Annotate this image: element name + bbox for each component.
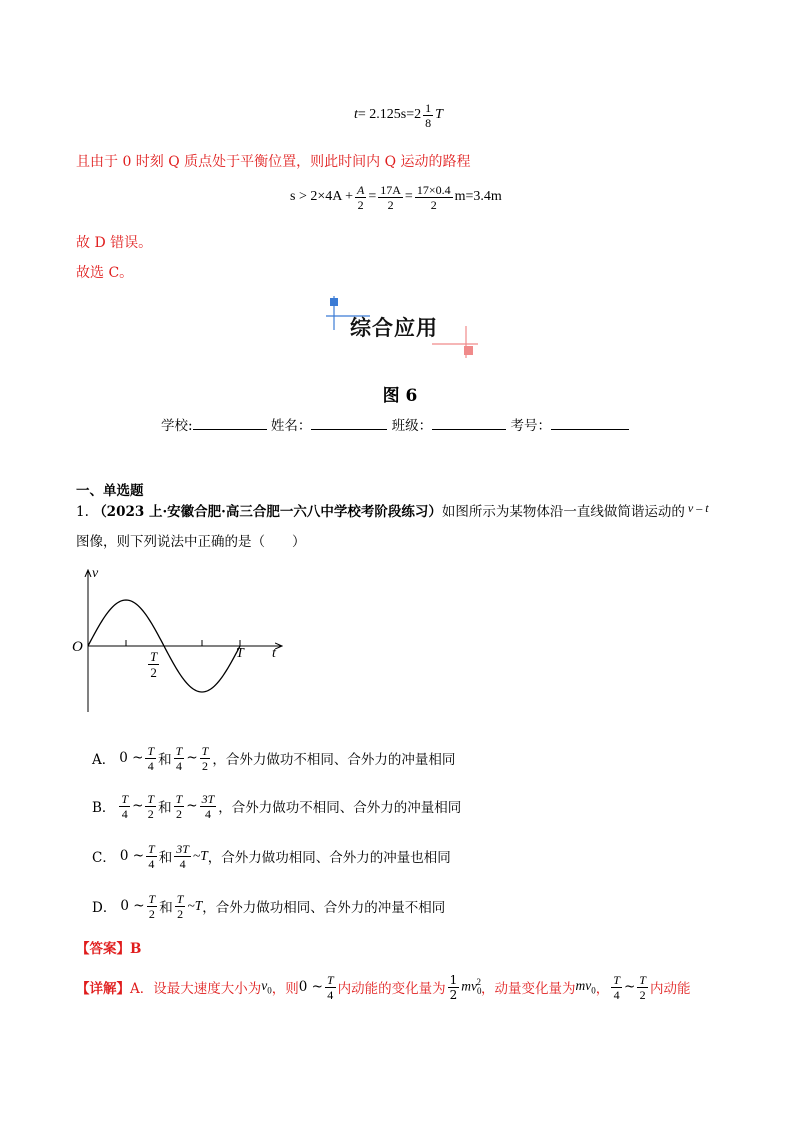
vt-graph [68, 566, 288, 716]
name-label: 姓名： [270, 418, 312, 434]
class-blank[interactable] [432, 416, 506, 430]
detail-p1: A．设最大速度大小为 [130, 981, 262, 997]
den: 4 [613, 987, 620, 1002]
solution-text-2: 故 D 错误。 [76, 235, 153, 251]
answer [76, 937, 141, 957]
detail-frac-2 [448, 974, 460, 1001]
den: 2 [449, 987, 458, 1002]
eq2-f3-den: 2 [430, 197, 437, 212]
num: T [121, 791, 129, 806]
eq1-frac-num: 1 [425, 100, 432, 115]
and: 和 [158, 752, 172, 768]
detail-p4: 内动能的变化量为 [337, 981, 446, 997]
eq1-lhs: t [354, 107, 358, 122]
num: T [148, 891, 156, 906]
mv: mv [461, 978, 478, 994]
detail-v0 [261, 978, 272, 996]
num: T [147, 791, 155, 806]
detail-frac-3 [611, 974, 622, 1001]
vt-graph-svg [68, 566, 288, 716]
tilde: ~ [186, 798, 198, 814]
den: 2 [148, 906, 155, 921]
option-b-letter: B． [92, 800, 116, 816]
answer-value: B [130, 941, 142, 957]
eq2-f1-num: A [356, 182, 365, 197]
option-c-text: ，合外力做功相同、合外力的冲量也相同 [207, 850, 451, 866]
detail-p5: ，动量变化量为 [481, 981, 576, 997]
option-a-frac-1 [145, 745, 156, 772]
option-d-letter: D． [92, 900, 117, 916]
equation-time [354, 100, 443, 130]
option-c-start: 0 ~ [119, 848, 145, 864]
den: 2 [639, 987, 646, 1002]
option-d-frac-2 [175, 893, 186, 920]
num: T [613, 972, 620, 987]
detail-p3: 0 ~ [298, 979, 323, 995]
option-d-start: 0 ~ [120, 898, 145, 914]
eq2-f2-den: 2 [387, 197, 394, 212]
num: 3T [201, 791, 215, 806]
equation-path [290, 180, 502, 214]
num: T [175, 791, 183, 806]
solution-text-1: 且由于 0 时刻 Q 质点处于平衡位置，则此时间内 Q 运动的路程 [76, 154, 471, 170]
tilde: ~ [186, 750, 198, 766]
section-banner [326, 296, 478, 358]
den: 4 [148, 856, 155, 871]
question-stem-line2: 图像，则下列说法中正确的是（ ） [76, 534, 306, 550]
detail-mv0 [576, 978, 596, 996]
option-b-frac-4 [200, 793, 217, 820]
banner-title: 综合应用 [350, 316, 438, 340]
eq1-fraction [423, 102, 433, 129]
den: 2 [177, 906, 184, 921]
option-b-frac-3 [174, 793, 185, 820]
option-a-frac-3 [200, 745, 211, 772]
option-b-frac-2 [145, 793, 156, 820]
school-blank[interactable] [193, 416, 267, 430]
exam-number-blank[interactable] [551, 416, 629, 430]
den: 2 [201, 758, 208, 773]
option-c-frac-2 [174, 843, 191, 870]
den: 4 [175, 758, 182, 773]
exam-number-label: 考号： [510, 418, 551, 434]
eq2-frac-3 [415, 184, 453, 211]
option-c[interactable] [92, 839, 451, 873]
solution-text-3: 故选 C。 [76, 265, 134, 281]
and: 和 [158, 800, 172, 816]
period-label: T [236, 646, 244, 661]
half-period-den: 2 [150, 665, 157, 680]
eq2-frac-2 [378, 184, 403, 211]
detail-p6: ， [595, 981, 610, 997]
option-d-tail: ~T [187, 898, 203, 913]
sub: 0 [477, 986, 482, 997]
den: 4 [147, 758, 154, 773]
answer-label: 【答案】 [76, 941, 130, 957]
option-b-text: ，合外力做功不相同、合外力的冲量相同 [218, 800, 462, 816]
eq2-tail: m=3.4m [454, 189, 502, 204]
den: 4 [179, 856, 186, 871]
option-b-frac-1 [119, 793, 130, 820]
detail-label: 【详解】 [76, 981, 130, 997]
and: 和 [158, 850, 173, 866]
option-d-frac-1 [147, 893, 158, 920]
num: T [639, 972, 646, 987]
sub: 0 [267, 985, 272, 996]
and: 和 [159, 900, 173, 916]
den: 2 [147, 806, 154, 821]
num: T [326, 972, 334, 987]
v-axis-label: v [92, 566, 99, 581]
question-number: 1. [76, 504, 89, 520]
detail-tilde: ~ [623, 979, 636, 995]
eq2-frac-1 [355, 184, 366, 211]
eq1-rhs: T [435, 107, 443, 122]
section-header: 一、单选题 [76, 483, 144, 499]
detail [76, 970, 690, 1004]
option-d[interactable] [92, 889, 445, 923]
option-a-letter: A． [92, 752, 116, 768]
question-stem [76, 500, 709, 520]
eq2-f2-num: 17A [380, 182, 401, 197]
origin-label: O [72, 639, 83, 655]
num: T [176, 891, 184, 906]
option-a-frac-2 [174, 745, 185, 772]
eq2-eq-1: = [368, 189, 377, 204]
num: T [175, 743, 183, 758]
v: v [261, 978, 268, 994]
eq2-f1-den: 2 [357, 197, 364, 212]
option-d-text: ，合外力做功相同、合外力的冲量不相同 [202, 900, 446, 916]
eq2-lhs: s > 2×4A + [290, 189, 353, 204]
den: 2 [175, 806, 182, 821]
detail-frac-4 [637, 974, 648, 1001]
question-source: （2023 上·安徽合肥·高三合肥一六八中学校考阶段练习） [93, 504, 442, 520]
den: 4 [327, 987, 334, 1002]
option-a-start: 0 ~ [119, 750, 144, 766]
page-title: 图 6 [382, 386, 418, 406]
num: 3T [176, 841, 189, 856]
t-axis-label: t [272, 646, 276, 661]
num: T [201, 743, 209, 758]
detail-p2: ，则 [271, 981, 299, 997]
sup: 2 [476, 977, 482, 988]
eq2-f3-num: 17×0.4 [416, 182, 451, 197]
eq1-frac-den: 8 [425, 115, 432, 130]
mv: mv [575, 978, 592, 994]
info-fields [161, 414, 629, 434]
option-b[interactable] [92, 789, 461, 823]
class-label: 班级： [391, 418, 433, 434]
num: T [148, 841, 155, 856]
tilde: ~ [132, 798, 144, 814]
detail-p7: 内动能 [649, 981, 691, 997]
question-stem-part1: 如图所示为某物体沿一直线做简谐运动的 [441, 504, 685, 520]
den: 4 [204, 806, 211, 821]
num: 1 [449, 972, 458, 987]
sub: 0 [591, 985, 596, 996]
half-period-num: T [150, 649, 158, 664]
detail-frac-1 [325, 974, 336, 1001]
option-a-text: ，合外力做功不相同、合外力的冲量相同 [212, 752, 456, 768]
option-c-frac-1 [146, 843, 157, 870]
detail-mv2 [461, 977, 481, 996]
den: 4 [121, 806, 128, 821]
eq1-mid: = 2.125s=2 [357, 107, 422, 122]
school-label: 学校: [161, 418, 193, 434]
half-period-label [148, 650, 159, 679]
option-c-letter: C． [92, 850, 116, 866]
num: T [147, 743, 155, 758]
question-vt: v – t [687, 501, 709, 515]
eq2-eq-2: = [404, 189, 413, 204]
name-blank[interactable] [311, 416, 387, 430]
option-c-tail: ~T [192, 848, 208, 863]
option-a[interactable] [92, 741, 455, 775]
